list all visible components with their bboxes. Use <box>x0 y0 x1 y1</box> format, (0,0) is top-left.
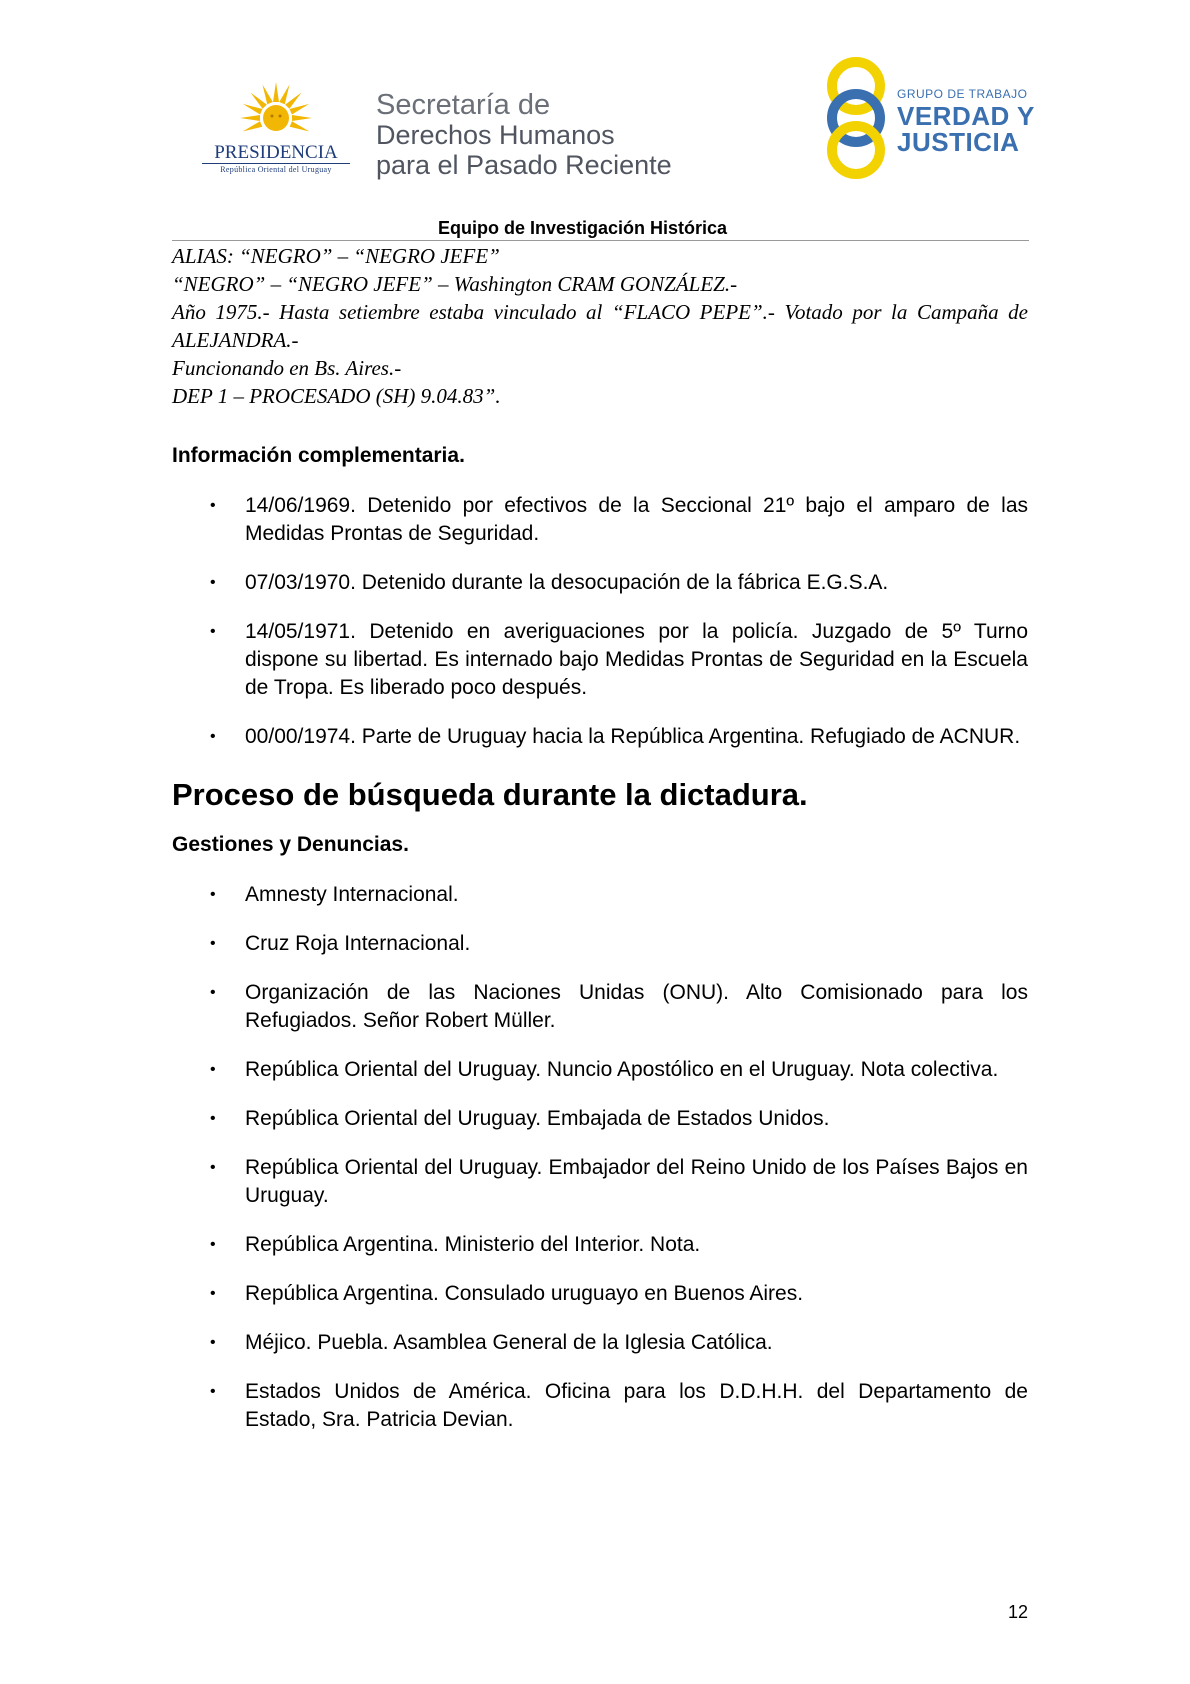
justicia-label: JUSTICIA <box>897 127 1020 157</box>
quote-line: Año 1975.- Hasta setiembre estaba vinculado al “FLACO PEPE”.- Votado por la Campaña de ALEJANDRA.- <box>172 300 1028 352</box>
list-item <box>172 1105 1028 1133</box>
bullet: • <box>210 886 216 903</box>
list-item <box>172 569 1028 597</box>
info-item-text: 14/06/1969. Detenido por efectivos de la Seccional 21º bajo el amparo de las Medidas Prontas de Seguridad. <box>245 494 1028 545</box>
gestion-item-text: República Oriental del Uruguay. Nuncio Apostólico en el Uruguay. Nota colectiva. <box>245 1058 999 1081</box>
bullet: • <box>210 497 216 514</box>
list-item <box>172 1056 1028 1084</box>
list-item <box>172 979 1028 1035</box>
list-item <box>172 723 1028 751</box>
bullet: • <box>210 1383 216 1400</box>
quote-line: DEP 1 – PROCESADO (SH) 9.04.83”. <box>172 384 501 408</box>
list-item <box>172 930 1028 958</box>
list-item <box>172 618 1028 702</box>
bullet: • <box>210 574 216 591</box>
header-divider <box>172 240 1029 241</box>
linked-rings-icon <box>820 56 892 181</box>
bullet: • <box>210 1159 216 1176</box>
gestion-item-text: Organización de las Naciones Unidas (ONU). Alto Comisionado para los Refugiados. Señor Robert Müller. <box>245 981 1028 1032</box>
list-item <box>172 1280 1028 1308</box>
info-item-text: 00/00/1974. Parte de Uruguay hacia la República Argentina. Refugiado de ACNUR. <box>245 725 1021 748</box>
bullet: • <box>210 1285 216 1302</box>
bullet: • <box>210 935 216 952</box>
alias-quote <box>172 242 1028 410</box>
document-body <box>172 242 1028 1434</box>
list-item <box>172 492 1028 548</box>
gestion-item-text: República Argentina. Consulado uruguayo en Buenos Aires. <box>245 1282 804 1305</box>
gestion-item-text: República Argentina. Ministerio del Interior. Nota. <box>245 1233 701 1256</box>
gestion-item-text: Amnesty Internacional. <box>245 883 459 906</box>
grupo-label: GRUPO DE TRABAJO <box>897 87 1028 101</box>
page-number: 12 <box>1008 1602 1029 1622</box>
list-item <box>172 1378 1028 1434</box>
quote-line: Funcionando en Bs. Aires.- <box>172 356 402 380</box>
verdad-justicia-logo <box>820 56 1040 181</box>
quote-line: “NEGRO” – “NEGRO JEFE” – Washington CRAM GONZÁLEZ.- <box>172 272 738 296</box>
page-header <box>0 0 1190 225</box>
gestiones-list <box>172 881 1028 1434</box>
bullet: • <box>210 623 216 640</box>
info-item-text: 14/05/1971. Detenido en averiguaciones por la policía. Juzgado de 5º Turno dispone su libertad. Es internado bajo Medidas Prontas de Seguridad en la Escuela de Tropa. Es liberado poco después. <box>245 620 1028 699</box>
quote-line: ALIAS: “NEGRO” – “NEGRO JEFE” <box>172 244 500 268</box>
secretaria-line-1: Secretaría de <box>376 89 551 121</box>
bullet: • <box>210 1061 216 1078</box>
bullet: • <box>210 1334 216 1351</box>
gestion-item-text: República Oriental del Uruguay. Embajada de Estados Unidos. <box>245 1107 830 1130</box>
sun-icon <box>234 80 318 142</box>
presidencia-rule <box>202 163 350 164</box>
list-item <box>172 1154 1028 1210</box>
list-item <box>172 1231 1028 1259</box>
team-title: Equipo de Investigación Histórica <box>438 218 728 238</box>
bullet: • <box>210 1236 216 1253</box>
gestion-item-text: Estados Unidos de América. Oficina para los D.D.H.H. del Departamento de Estado, Sra. Patricia Devian. <box>245 1380 1028 1431</box>
bullet: • <box>210 1110 216 1127</box>
section-heading: Proceso de búsqueda durante la dictadura. <box>172 777 808 812</box>
secretaria-logo-text <box>376 90 672 180</box>
info-list <box>172 492 1028 751</box>
presidencia-logo <box>196 80 356 180</box>
presidencia-title: PRESIDENCIA <box>214 142 338 163</box>
secretaria-line-2: Derechos Humanos <box>376 120 615 150</box>
info-item-text: 07/03/1970. Detenido durante la desocupación de la fábrica E.G.S.A. <box>245 571 889 594</box>
gestion-item-text: Cruz Roja Internacional. <box>245 932 471 955</box>
info-heading: Información complementaria. <box>172 444 465 467</box>
secretaria-line-3: para el Pasado Reciente <box>376 150 672 180</box>
gestion-item-text: República Oriental del Uruguay. Embajador del Reino Unido de los Países Bajos en Uruguay. <box>245 1156 1028 1207</box>
presidencia-subtitle: República Oriental del Uruguay <box>220 165 332 174</box>
gestiones-heading: Gestiones y Denuncias. <box>172 833 409 856</box>
gestion-item-text: Méjico. Puebla. Asamblea General de la Iglesia Católica. <box>245 1331 773 1354</box>
list-item <box>172 881 1028 909</box>
verdad-label: VERDAD Y <box>897 101 1035 131</box>
bullet: • <box>210 984 216 1001</box>
bullet: • <box>210 728 216 745</box>
list-item <box>172 1329 1028 1357</box>
